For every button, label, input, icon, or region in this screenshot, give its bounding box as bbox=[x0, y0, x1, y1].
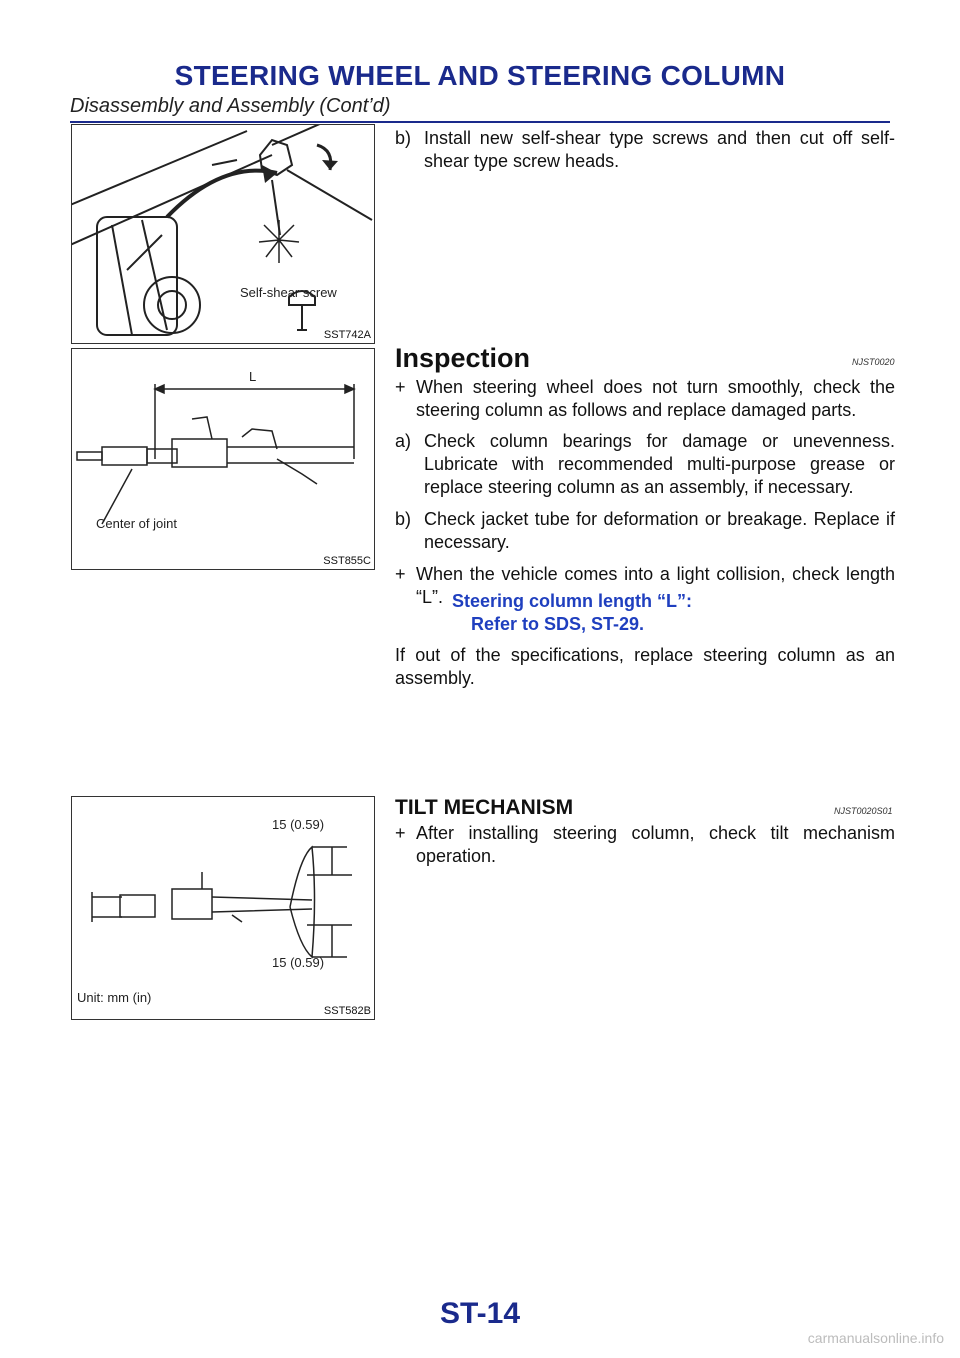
bullet-marker: + bbox=[395, 823, 406, 843]
column-length-illustration bbox=[72, 349, 374, 569]
bullet-marker: + bbox=[395, 564, 406, 584]
step-text: Check jacket tube for deformation or breakage. Replace if necessary. bbox=[424, 509, 895, 552]
note-text: If out of the specifications, replace steering column as an assembly. bbox=[395, 645, 895, 688]
self-shear-screw-illustration bbox=[72, 125, 374, 343]
figure-column-length bbox=[71, 348, 375, 570]
subsection-code: NJST0020S01 bbox=[834, 806, 893, 816]
figure-self-shear-screw bbox=[71, 124, 375, 344]
step-marker: b) bbox=[395, 509, 412, 529]
bullet-steering-smoothness bbox=[395, 376, 895, 422]
out-of-spec-note bbox=[395, 644, 895, 690]
tilt-mechanism-illustration bbox=[72, 797, 374, 1019]
figure-label-self-shear-screw: Self-shear screw bbox=[240, 285, 337, 300]
step-marker: a) bbox=[395, 431, 412, 451]
page-section-title: STEERING WHEEL AND STEERING COLUMN bbox=[174, 60, 786, 91]
spec-label: Steering column length “L”: bbox=[452, 591, 693, 611]
section-heading-inspection: Inspection bbox=[395, 343, 531, 373]
figure-id: SST742A bbox=[323, 329, 371, 341]
page-subtitle: Disassembly and Assembly (Cont’d) bbox=[70, 95, 391, 117]
figure-label-center-of-joint: Center of joint bbox=[96, 516, 177, 531]
bullet-tilt-check bbox=[395, 822, 895, 868]
bullet-text: When the vehicle comes into a light collision, check length “L”. bbox=[416, 564, 895, 607]
section-code: NJST0020 bbox=[852, 357, 895, 367]
spec-value-link[interactable]: Refer to SDS, ST-29. bbox=[471, 614, 645, 634]
bullet-text: When steering wheel does not turn smoothly, check the steering column as follows and replace damaged parts. bbox=[416, 377, 895, 420]
step-check-jacket-tube bbox=[395, 508, 895, 554]
step-marker: b) bbox=[395, 128, 412, 148]
figure-id: SST582B bbox=[323, 1005, 371, 1017]
header-divider bbox=[70, 121, 890, 123]
step-text: Install new self-shear type screws and then cut off self-shear type screw heads. bbox=[424, 128, 895, 171]
step-install-screws bbox=[395, 127, 895, 173]
figure-label-length-l: L bbox=[249, 369, 257, 384]
watermark: carmanualsonline.info bbox=[807, 1330, 944, 1346]
page-number: ST-14 bbox=[439, 1297, 521, 1330]
bullet-marker: + bbox=[395, 377, 406, 397]
bullet-text: After installing steering column, check tilt mechanism operation. bbox=[416, 823, 895, 866]
figure-tilt-mechanism bbox=[71, 796, 375, 1020]
figure-label-lower-tilt: 15 (0.59) bbox=[272, 955, 325, 970]
step-text: Check column bearings for damage or unevenness. Lubricate with recommended multi-purpose grease or replace steering column as an assembly, if necessary. bbox=[424, 431, 895, 497]
figure-label-upper-tilt: 15 (0.59) bbox=[272, 817, 325, 832]
step-check-bearings bbox=[395, 430, 895, 499]
figure-id: SST855C bbox=[323, 555, 371, 567]
subsection-heading-tilt: TILT MECHANISM bbox=[395, 796, 574, 819]
figure-label-unit: Unit: mm (in) bbox=[77, 990, 152, 1005]
